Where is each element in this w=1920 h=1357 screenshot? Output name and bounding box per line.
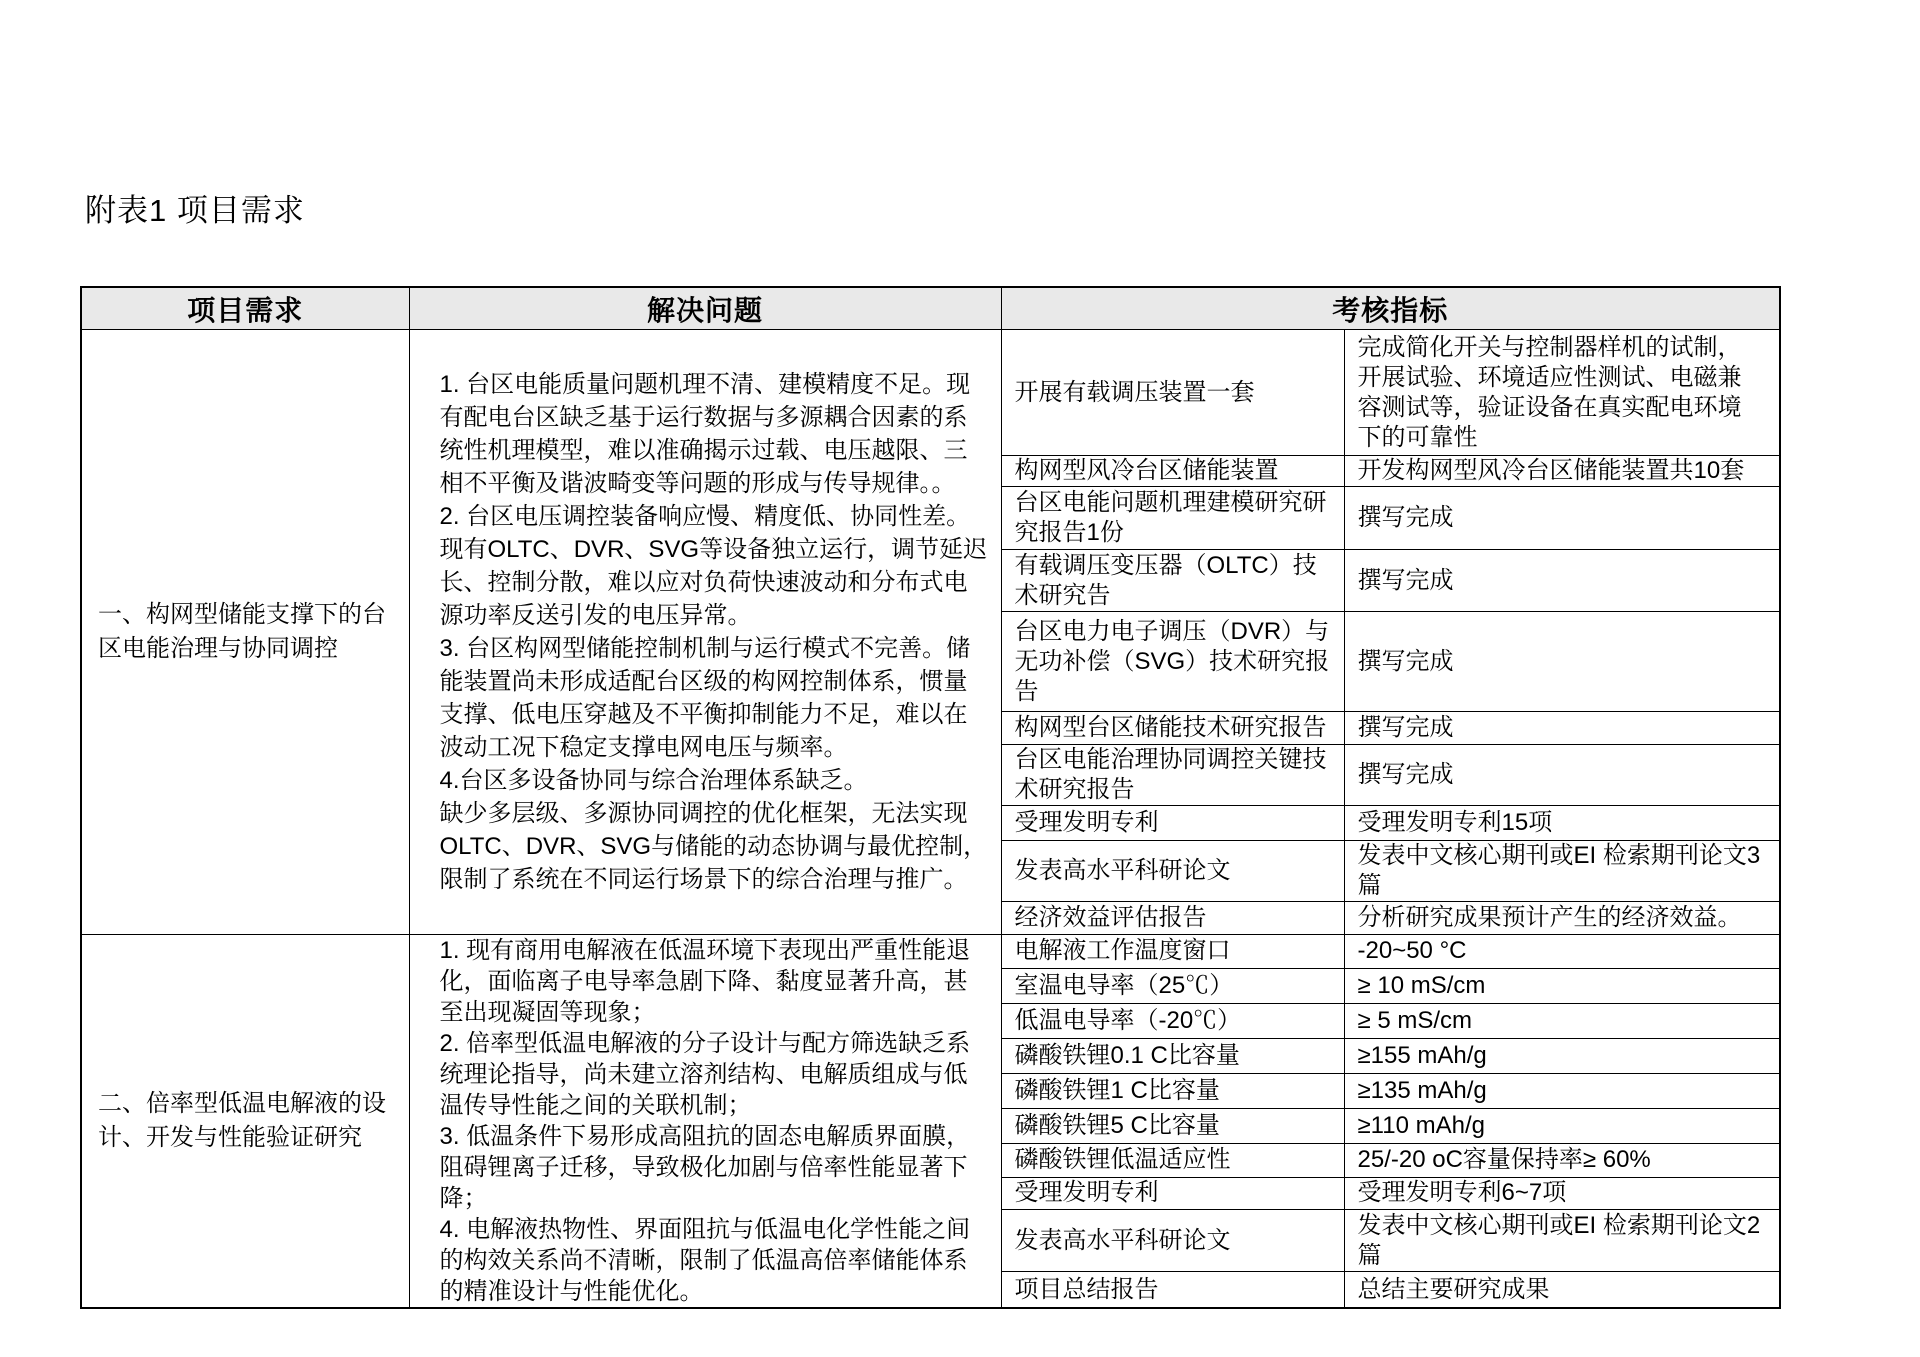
problem-paragraph: 1. 台区电能质量问题机理不清、建模精度不足。现有配电台区缺乏基于运行数据与多源耦合因素的系统性机理模型，难以准确揭示过载、电压越限、三相不平衡及谐波畸变等问题的形成与传导规律。。 <box>439 371 971 497</box>
table-body <box>81 330 1780 1309</box>
indicator-target-cell: 撰写完成 <box>1344 612 1780 712</box>
header-project-requirement: 项目需求 <box>81 287 409 330</box>
indicator-target-cell: 总结主要研究成果 <box>1344 1272 1780 1308</box>
problem-paragraph: 1. 现有商用电解液在低温环境下表现出严重性能退化，面临离子电导率急剧下降、黏度显著升高，甚至出现凝固等现象； <box>439 937 971 1026</box>
indicator-target-cell: 完成简化开关与控制器样机的试制，开展试验、环境适应性测试、电磁兼容测试等，验证设备在真实配电环境下的可靠性 <box>1344 330 1780 456</box>
requirement-cell: 一、构网型储能支撑下的台区电能治理与协同调控 <box>81 330 409 935</box>
indicator-target-cell: ≥110 mAh/g <box>1344 1108 1780 1143</box>
header-assessment-indicators: 考核指标 <box>1001 287 1780 330</box>
indicator-target-cell: 受理发明专利15项 <box>1344 806 1780 841</box>
header-problems-to-solve: 解决问题 <box>409 287 1001 330</box>
indicator-target-cell: 开发构网型风冷台区储能装置共10套 <box>1344 456 1780 487</box>
indicator-target-cell: 25/-20 oC容量保持率≥ 60% <box>1344 1143 1780 1177</box>
indicator-name-cell: 项目总结报告 <box>1001 1272 1344 1308</box>
problems-cell <box>409 935 1001 1309</box>
requirement-cell: 二、倍率型低温电解液的设计、开发与性能验证研究 <box>81 935 409 1309</box>
problem-paragraph: 缺少多层级、多源协同调控的优化框架，无法实现OLTC、DVR、SVG与储能的动态协调与最优控制，限制了系统在不同运行场景下的综合治理与推广。 <box>439 800 988 893</box>
indicator-target-cell: 撰写完成 <box>1344 745 1780 806</box>
indicator-row <box>81 935 1780 969</box>
indicator-name-cell: 磷酸铁锂低温适应性 <box>1001 1143 1344 1177</box>
indicator-name-cell: 受理发明专利 <box>1001 806 1344 841</box>
problem-paragraph: 2. 倍率型低温电解液的分子设计与配方筛选缺乏系统理论指导，尚未建立溶剂结构、电解质组成与低温传导性能之间的关联机制； <box>439 1030 971 1119</box>
table-header-row <box>81 287 1780 330</box>
indicator-name-cell: 发表高水平科研论文 <box>1001 841 1344 902</box>
indicator-name-cell: 磷酸铁锂5 C比容量 <box>1001 1108 1344 1143</box>
indicator-name-cell: 有载调压变压器（OLTC）技术研究告 <box>1001 550 1344 612</box>
indicator-target-cell: 撰写完成 <box>1344 487 1780 550</box>
indicator-name-cell: 磷酸铁锂1 C比容量 <box>1001 1073 1344 1108</box>
indicator-target-cell: -20~50 °C <box>1344 935 1780 969</box>
indicator-name-cell: 磷酸铁锂0.1 C比容量 <box>1001 1038 1344 1073</box>
indicator-target-cell: ≥135 mAh/g <box>1344 1073 1780 1108</box>
indicator-name-cell: 开展有载调压装置一套 <box>1001 330 1344 456</box>
indicator-name-cell: 台区电能问题机理建模研究研究报告1份 <box>1001 487 1344 550</box>
indicator-name-cell: 台区电能治理协同调控关键技术研究报告 <box>1001 745 1344 806</box>
indicator-name-cell: 台区电力电子调压（DVR）与无功补偿（SVG）技术研究报告 <box>1001 612 1344 712</box>
indicator-name-cell: 低温电导率（-20℃） <box>1001 1003 1344 1038</box>
problem-paragraph: 3. 低温条件下易形成高阻抗的固态电解质界面膜，阻碍锂离子迁移，导致极化加剧与倍率性能显著下降； <box>439 1123 971 1212</box>
problem-paragraph: 4.台区多设备协同与综合治理体系缺乏。 <box>439 767 868 794</box>
page-title: 附表1 项目需求 <box>85 193 305 228</box>
indicator-name-cell: 受理发明专利 <box>1001 1177 1344 1209</box>
indicator-target-cell: 撰写完成 <box>1344 550 1780 612</box>
indicator-name-cell: 发表高水平科研论文 <box>1001 1209 1344 1272</box>
indicator-target-cell: 发表中文核心期刊或EI 检索期刊论文3篇 <box>1344 841 1780 902</box>
indicator-name-cell: 构网型台区储能技术研究报告 <box>1001 712 1344 745</box>
indicator-target-cell: 发表中文核心期刊或EI 检索期刊论文2篇 <box>1344 1209 1780 1272</box>
problem-paragraph: 4. 电解液热物性、界面阻抗与低温电化学性能之间的构效关系尚不清晰，限制了低温高倍率储能体系的精准设计与性能优化。 <box>439 1216 971 1305</box>
indicator-target-cell: ≥ 5 mS/cm <box>1344 1003 1780 1038</box>
indicator-target-cell: ≥ 10 mS/cm <box>1344 968 1780 1003</box>
project-requirements-table <box>80 286 1781 1309</box>
problem-paragraph: 2. 台区电压调控装备响应慢、精度低、协同性差。现有OLTC、DVR、SVG等设备独立运行，调节延迟长、控制分散，难以应对负荷快速波动和分布式电源功率反送引发的电压异常。 <box>439 503 988 629</box>
indicator-target-cell: ≥155 mAh/g <box>1344 1038 1780 1073</box>
indicator-target-cell: 撰写完成 <box>1344 712 1780 745</box>
problems-cell <box>409 330 1001 935</box>
indicator-name-cell: 构网型风冷台区储能装置 <box>1001 456 1344 487</box>
problem-paragraph: 3. 台区构网型储能控制机制与运行模式不完善。储能装置尚未形成适配台区级的构网控制体系，惯量支撑、低电压穿越及不平衡抑制能力不足，难以在波动工况下稳定支撑电网电压与频率。 <box>439 635 971 761</box>
indicator-name-cell: 电解液工作温度窗口 <box>1001 935 1344 969</box>
indicator-row <box>81 330 1780 456</box>
indicator-name-cell: 经济效益评估报告 <box>1001 902 1344 935</box>
indicator-target-cell: 受理发明专利6~7项 <box>1344 1177 1780 1209</box>
indicator-name-cell: 室温电导率（25℃） <box>1001 968 1344 1003</box>
indicator-target-cell: 分析研究成果预计产生的经济效益。 <box>1344 902 1780 935</box>
